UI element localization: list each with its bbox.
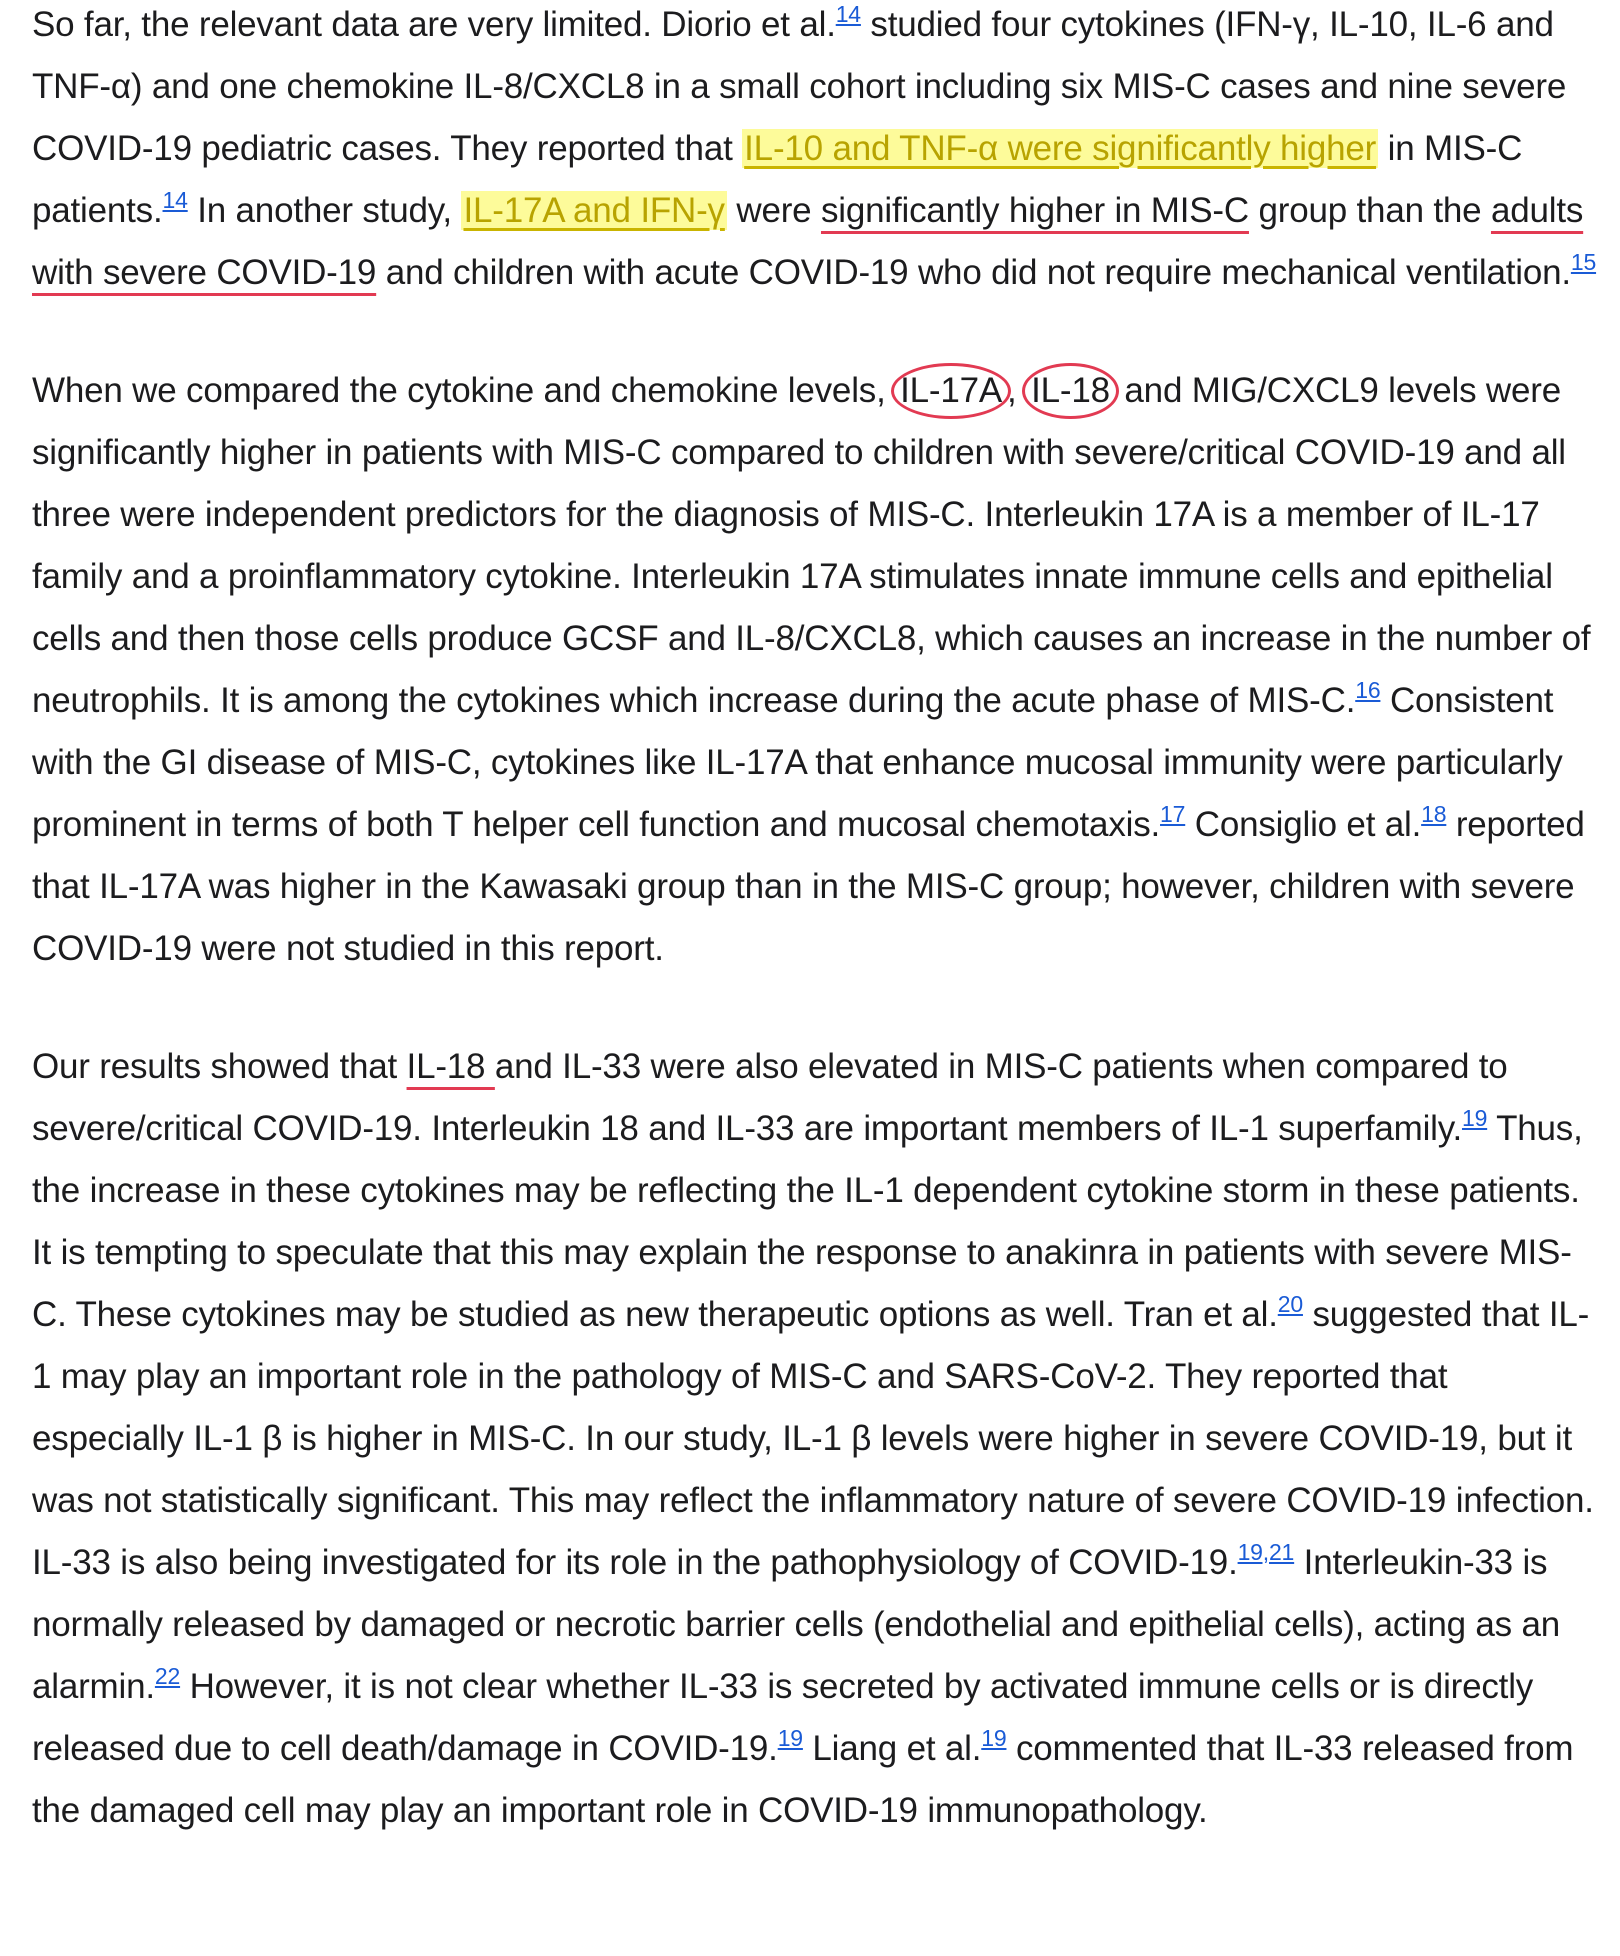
citation-link[interactable]: 19 xyxy=(981,1725,1007,1751)
text-run: and IL-33 were also elevated in MIS-C patients when compared to severe/critical COVID-19. Interleukin 18 and IL-33 are important members of IL-1 superfamily. xyxy=(32,1047,1508,1148)
annotated-underline-text: IL-18 xyxy=(406,1047,495,1086)
text-run: commented that IL-33 released from the damaged cell may play an important role in COVID-19 immunopathology. xyxy=(32,1729,1574,1830)
citation-link[interactable]: 18 xyxy=(1421,801,1447,827)
circled-term: IL-18 xyxy=(1022,363,1119,419)
citation-link[interactable]: 19 xyxy=(777,1725,803,1751)
text-run: So far, the relevant data are very limited. Diorio et al. xyxy=(32,5,836,44)
text-run: suggested that IL-1 may play an important role in the pathology of MIS-C and SARS-CoV-2. They reported that especially IL-1 β is higher in MIS-C. In our study, IL-1 β levels were higher in severe COVID-19, but it was not statistically significant. This may reflect the inflammatory nature of severe COVID-19 infection. IL-33 is also being investigated for its role in the pathophysiology of COVID-19. xyxy=(32,1295,1594,1582)
citation-link[interactable]: 16 xyxy=(1355,677,1381,703)
annotated-underline-text: significantly higher in MIS-C xyxy=(820,191,1249,230)
citation-link[interactable]: 20 xyxy=(1277,1291,1303,1317)
paragraph-3 xyxy=(32,1036,1604,1842)
text-run: were xyxy=(726,191,821,230)
text-run: When we compared the cytokine and chemokine levels, xyxy=(32,371,896,410)
highlighted-text: IL-17A and IFN-γ xyxy=(463,191,725,230)
text-run: Thus, the increase in these cytokines may be reflecting the IL-1 dependent cytokine storm in these patients. It is tempting to speculate that this may explain the response to anakinra in patients with severe MIS-C. These cytokines may be studied as new therapeutic options as well. Tran et al. xyxy=(32,1109,1583,1334)
text-run: in MIS-C patients. xyxy=(32,129,1523,230)
text-run: and children with acute COVID-19 who did not require mechanical ventilation. xyxy=(376,253,1571,292)
citation-link[interactable]: 15 xyxy=(1570,249,1597,275)
annotated-underline-text: adults with severe COVID-19 xyxy=(32,191,1584,292)
text-run: , xyxy=(1007,371,1027,410)
text-run: Consistent with the GI disease of MIS-C, cytokines like IL-17A that enhance mucosal immunity were particularly prominent in terms of both T helper cell function and mucosal chemotaxis. xyxy=(32,681,1563,844)
circled-term: IL-17A xyxy=(891,363,1011,419)
citation-link[interactable]: 17 xyxy=(1160,801,1186,827)
text-run: Consiglio et al. xyxy=(1185,805,1422,844)
citation-link[interactable]: 14 xyxy=(162,187,188,213)
text-run: group than the xyxy=(1248,191,1491,230)
text-run: In another study, xyxy=(187,191,462,230)
text-run: Liang et al. xyxy=(802,1729,982,1768)
text-run: Interleukin-33 is normally released by damaged or necrotic barrier cells (endothelial and epithelial cells), acting as an alarmin. xyxy=(32,1543,1560,1706)
paragraph-1 xyxy=(32,0,1604,304)
text-run: reported that IL-17A was higher in the Kawasaki group than in the MIS-C group; however, children with severe COVID-19 were not studied in this report. xyxy=(32,805,1585,968)
citation-link[interactable]: 19,21 xyxy=(1237,1539,1295,1565)
paragraph-2 xyxy=(32,360,1604,980)
text-run: and MIG/CXCL9 levels were significantly higher in patients with MIS-C compared to children with severe/critical COVID-19 and all three were independent predictors for the diagnosis of MIS-C. Interleukin 17A is a member of IL-17 family and a proinflammatory cytokine. Interleukin 17A stimulates innate immune cells and epithelial cells and then those cells produce GCSF and IL-8/CXCL8, which causes an increase in the number of neutrophils. It is among the cytokines which increase during the acute phase of MIS-C. xyxy=(32,371,1591,720)
citation-link[interactable]: 14 xyxy=(835,1,861,27)
citation-link[interactable]: 19 xyxy=(1461,1105,1488,1131)
highlighted-text: IL-10 and TNF-α were significantly higher xyxy=(744,129,1377,168)
text-run: studied four cytokines (IFN-γ, IL-10, IL-6 and TNF-α) and one chemokine IL-8/CXCL8 in a small cohort including six MIS-C cases and nine severe COVID-19 pediatric cases. They reported that xyxy=(32,5,1567,168)
citation-link[interactable]: 22 xyxy=(154,1663,181,1689)
article-body xyxy=(32,0,1604,1842)
text-run: Our results showed that xyxy=(32,1047,407,1086)
text-run: However, it is not clear whether IL-33 is secreted by activated immune cells or is directly released due to cell death/damage in COVID-19. xyxy=(32,1667,1534,1768)
